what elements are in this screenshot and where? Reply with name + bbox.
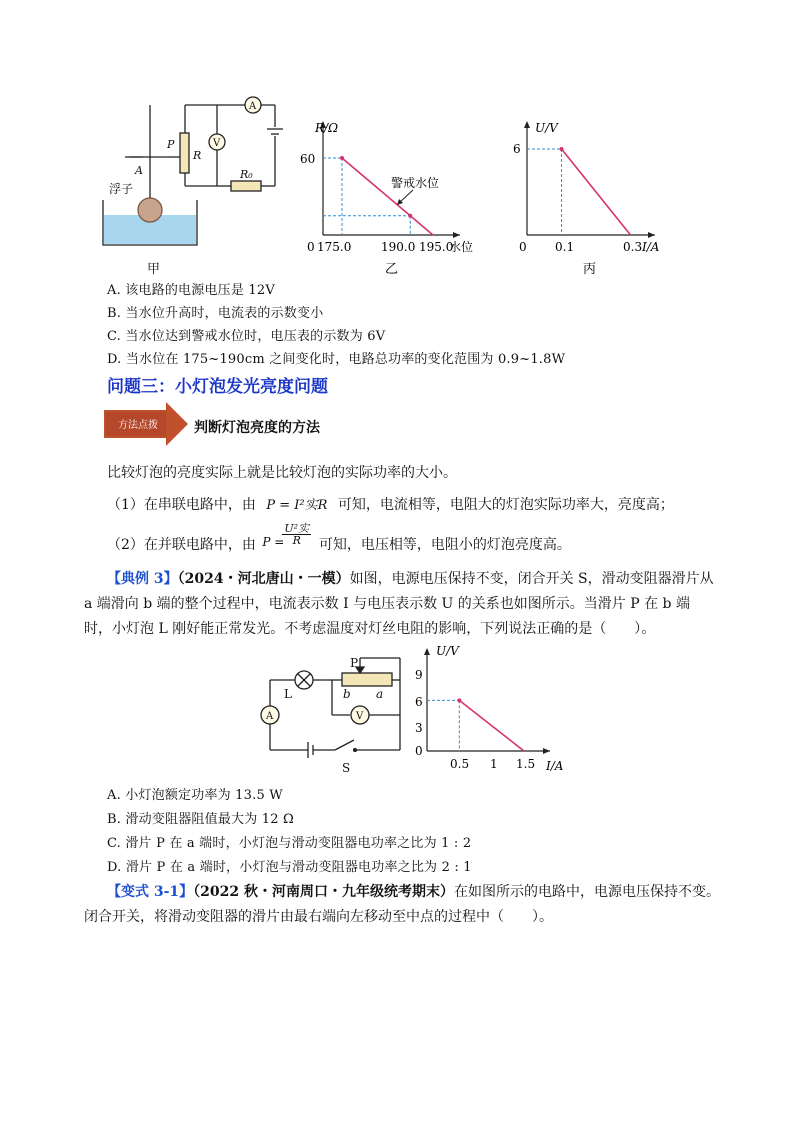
example3-line3: 时，小灯泡 L 刚好能正常发光。不考虑温度对灯丝电阻的影响，下列说法正确的是（ ）。	[84, 621, 656, 637]
chart-bing-xtick: 0.3	[623, 240, 643, 254]
example3-line2: a 端滑向 b 端的整个过程中，电流表示数 I 与电压表示数 U 的关系也如图所示。当滑片 P 在 b 端	[84, 596, 690, 612]
svg-text:P: P	[350, 656, 359, 670]
variant31-source: （2022 秋・河南周口・九年级统考期末）	[193, 884, 455, 900]
data-point	[560, 147, 564, 151]
section-title: 问题三：小灯泡发光亮度问题	[107, 377, 328, 397]
q1-option-d: D. 当水位在 175~190cm 之间变化时，电路总功率的变化范围为 0.9~1.8W	[107, 352, 566, 367]
top-figures	[95, 95, 695, 280]
svg-text:A: A	[249, 101, 257, 112]
svg-text:A: A	[135, 164, 143, 177]
chart-yi-xlabel: 水位	[449, 240, 474, 254]
method-2-prefix: （2）在并联电路中，由	[107, 537, 256, 553]
example3-source: （2024・河北唐山・一模）	[177, 571, 350, 587]
svg-text:b: b	[343, 687, 351, 701]
data-point	[340, 156, 344, 160]
svg-text:a: a	[376, 687, 384, 701]
chart-yi-xtick: 190.0	[381, 240, 416, 254]
chart-yi	[300, 121, 473, 277]
svg-text:L: L	[284, 687, 292, 701]
svg-text:S: S	[342, 761, 351, 775]
chart-bing-caption: 丙	[583, 262, 597, 277]
q2-option-a: A. 小灯泡额定功率为 13.5 W	[107, 788, 283, 803]
chart-ex3-xtick: 1.5	[516, 757, 536, 771]
formula-numerator: U²实	[284, 522, 310, 535]
chart-example3	[415, 644, 564, 773]
chart-bing-xlabel: I/A	[642, 240, 660, 254]
chart-yi-ylabel: R/Ω	[315, 121, 339, 135]
chart-ex3-ytick: 6	[415, 695, 423, 709]
series-line	[459, 700, 524, 751]
q2-option-b: B. 滑动变阻器阻值最大为 12 Ω	[107, 812, 295, 827]
method-badge	[104, 402, 190, 446]
svg-text:R₀: R₀	[240, 168, 253, 181]
method-line-2	[107, 522, 571, 554]
q1-option-c: C. 当水位达到警戒水位时，电压表的示数为 6V	[107, 329, 386, 344]
svg-text:V: V	[213, 138, 221, 149]
chart-yi-ytick: 60	[300, 152, 316, 166]
svg-text:R: R	[193, 149, 202, 162]
series-line	[342, 158, 433, 235]
formula-series: P = I²实R	[266, 498, 328, 513]
svg-text:V: V	[356, 711, 364, 722]
chart-yi-xtick: 195.0	[419, 240, 454, 254]
chart-bing-ylabel: U/V	[535, 121, 558, 135]
q2-option-c: C. 滑片 P 在 a 端时，小灯泡与滑动变阻器电功率之比为 1 : 2	[107, 836, 472, 851]
svg-text:浮子: 浮子	[109, 182, 134, 196]
example3-tag: 【典例 3】	[107, 571, 178, 587]
figure-jia-circuit	[103, 97, 283, 245]
method-1-prefix: （1）在串联电路中，由	[107, 497, 256, 513]
formula-denominator: R	[292, 534, 301, 547]
chart-ex3-ytick: 3	[415, 721, 423, 735]
chart-bing-xtick: 0.1	[555, 240, 575, 254]
q1-option-a: A. 该电路的电源电压是 12V	[107, 283, 275, 298]
chart-yi-xtick: 0	[307, 240, 315, 254]
chart-ex3-ytick: 9	[415, 668, 423, 682]
svg-text:P: P	[167, 138, 175, 151]
chart-yi-annotation: 警戒水位	[391, 176, 440, 190]
chart-bing-ytick: 6	[513, 142, 521, 156]
series-line	[562, 149, 631, 235]
data-point	[457, 698, 461, 702]
variant31-line1	[107, 881, 720, 901]
q2-option-d: D. 滑片 P 在 a 端时，小灯泡与滑动变阻器电功率之比为 2 : 1	[107, 860, 472, 875]
circuit-2	[261, 658, 400, 758]
formula-parallel-fraction	[282, 523, 311, 546]
svg-text:A: A	[266, 711, 274, 722]
svg-text:方法点拨: 方法点拨	[118, 420, 158, 431]
q1-option-b: B. 当水位升高时，电流表的示数变小	[107, 306, 324, 321]
example3-text-1: 如图，电源电压保持不变，闭合开关 S，滑动变阻器滑片从	[349, 571, 714, 587]
chart-ex3-xlabel: I/A	[546, 759, 564, 773]
formula-parallel-p: P =	[262, 535, 285, 549]
chart-ex3-xtick: 1	[490, 757, 498, 771]
chart-ex3-xtick: 0.5	[450, 757, 470, 771]
chart-ex3-ylabel: U/V	[436, 644, 459, 658]
method-1-suffix: 可知，电流相等，电阻大的灯泡实际功率大，亮度高；	[337, 497, 674, 513]
method-title: 判断灯泡亮度的方法	[194, 420, 320, 436]
example3-line1	[107, 568, 714, 588]
example3-figures	[250, 640, 580, 780]
chart-ex3-ytick: 0	[415, 744, 423, 758]
chart-yi-caption: 乙	[385, 262, 399, 277]
variant31-line2: 闭合开关，将滑动变阻器的滑片由最右端向左移动至中点的过程中（ ）。	[84, 909, 553, 925]
method-line-1	[107, 494, 674, 514]
method-2-suffix: 可知，电压相等，电阻小的灯泡亮度高。	[318, 537, 571, 553]
data-point	[408, 214, 412, 218]
variant31-text-1: 在如图所示的电路中，电源电压保持不变。	[454, 884, 721, 900]
svg-text:甲: 甲	[147, 262, 161, 277]
chart-bing	[513, 121, 660, 277]
chart-bing-xtick: 0	[519, 240, 527, 254]
method-intro: 比较灯泡的亮度实际上就是比较灯泡的实际功率的大小。	[107, 465, 457, 481]
chart-yi-xtick: 175.0	[317, 240, 352, 254]
annotation-arrow	[399, 190, 413, 203]
variant31-tag: 【变式 3-1】	[107, 884, 194, 900]
